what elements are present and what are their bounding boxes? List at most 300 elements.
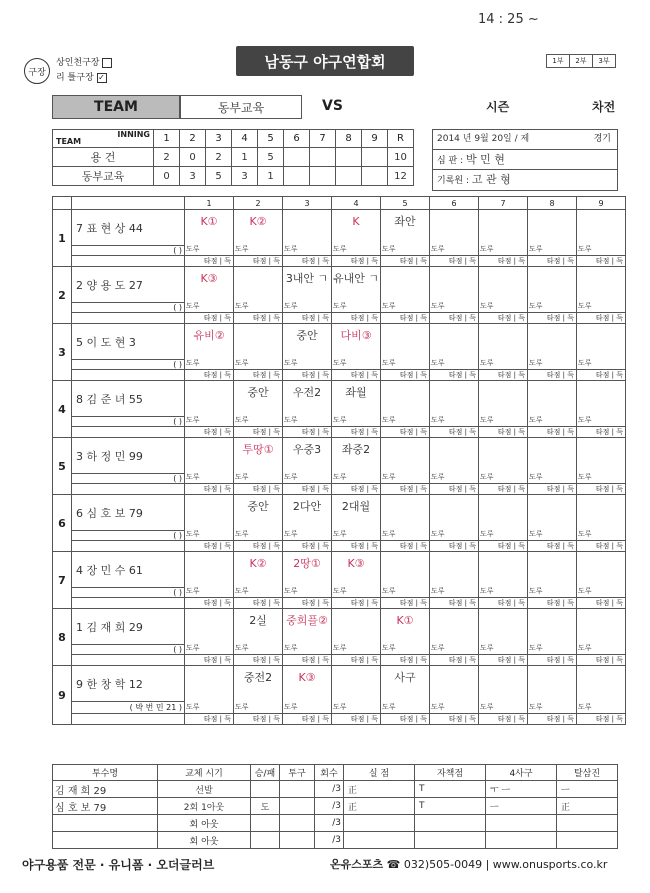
- umpire-name: 박 민 현: [466, 153, 505, 166]
- at-bat-result: [332, 666, 380, 690]
- bb-cell: [486, 832, 557, 849]
- steal-label: 도루: [284, 644, 298, 652]
- at-bat-cell: [479, 552, 528, 598]
- rbi-label: 타점: [399, 542, 414, 550]
- score-cell: [336, 167, 362, 186]
- rbi-run-separator: |: [217, 485, 225, 493]
- at-bat-result: 우전2: [292, 386, 322, 399]
- at-bat-result: [430, 552, 478, 576]
- rbi-run-cell: [577, 598, 626, 609]
- time-note: 14 : 25 ~: [478, 12, 539, 27]
- steal-label: 도루: [431, 703, 445, 711]
- at-bat-result: [577, 210, 625, 234]
- run-label: 득: [371, 428, 378, 436]
- at-bat-result: [430, 666, 478, 690]
- at-bat-cell: [528, 324, 577, 370]
- rbi-run-cell: [234, 370, 283, 381]
- inning-col-header: 1: [154, 130, 180, 148]
- at-bat-result: [528, 210, 576, 234]
- steal-label: 도루: [578, 359, 592, 367]
- at-bat-result: [528, 666, 576, 690]
- steal-label: 도루: [382, 416, 396, 424]
- run-label: 득: [469, 715, 476, 723]
- run-label: 득: [420, 257, 427, 265]
- rbi-run-separator: |: [217, 542, 225, 550]
- substitute-name: ( ): [72, 360, 185, 370]
- change-cell: 회 아웃: [158, 832, 251, 849]
- rbi-run-separator: |: [217, 314, 225, 322]
- rbi-run-cell: [185, 313, 234, 324]
- at-bat-cell: [528, 381, 577, 427]
- steal-label: 도루: [333, 587, 347, 595]
- so-header: 탈삼진: [557, 765, 618, 781]
- at-bat-result: [479, 609, 527, 633]
- innings-cell: /3: [315, 832, 344, 849]
- rbi-label: 타점: [399, 428, 414, 436]
- steal-label: 도루: [235, 644, 249, 652]
- rbi-run-cell: [283, 598, 332, 609]
- at-bat-cell: [528, 438, 577, 484]
- at-bat-result: K②: [249, 557, 267, 570]
- at-bat-cell: [479, 267, 528, 313]
- at-bat-cell: [577, 552, 626, 598]
- steal-label: 도루: [578, 587, 592, 595]
- run-label: 득: [567, 485, 574, 493]
- at-bat-result: [332, 609, 380, 633]
- steal-label: 도루: [186, 359, 200, 367]
- at-bat-cell: [332, 267, 381, 313]
- rbi-run-separator: |: [511, 428, 519, 436]
- inning-col-header: 9: [362, 130, 388, 148]
- steal-label: 도루: [333, 416, 347, 424]
- rbi-run-cell: [185, 655, 234, 666]
- rbi-run-cell: [332, 484, 381, 495]
- at-bat-cell: [528, 609, 577, 655]
- wl-cell: [251, 815, 280, 832]
- substitute-name: ( ): [72, 588, 185, 598]
- run-label: 득: [567, 599, 574, 607]
- rbi-run-separator: |: [266, 656, 274, 664]
- rbi-label: 타점: [350, 428, 365, 436]
- run-label: 득: [616, 257, 623, 265]
- batting-order: 4: [53, 381, 72, 438]
- game-suffix: 경기: [593, 134, 611, 144]
- rbi-label: 타점: [595, 542, 610, 550]
- run-label: 득: [469, 257, 476, 265]
- rbi-label: 타점: [350, 485, 365, 493]
- run-label: 득: [224, 485, 231, 493]
- rbi-label: 타점: [301, 542, 316, 550]
- rbi-run-cell: [234, 427, 283, 438]
- rbi-run-cell: [528, 256, 577, 267]
- steal-label: 도루: [333, 359, 347, 367]
- rbi-run-cell: [528, 484, 577, 495]
- steal-label: 도루: [431, 359, 445, 367]
- runs-header: 실 점: [344, 765, 415, 781]
- score-table-corner: [53, 130, 154, 148]
- rbi-run-separator: |: [609, 542, 617, 550]
- rbi-run-separator: |: [315, 485, 323, 493]
- division-boxes: [546, 54, 616, 68]
- rbi-run-separator: |: [609, 656, 617, 664]
- at-bat-cell: [234, 324, 283, 370]
- score-cell: 1: [232, 148, 258, 167]
- rbi-label: 타점: [595, 599, 610, 607]
- batter-row: [53, 210, 626, 246]
- rbi-run-separator: |: [315, 599, 323, 607]
- at-bat-result: [185, 609, 233, 633]
- inning-col: 5: [381, 197, 430, 210]
- pitching-row: [53, 781, 618, 798]
- at-bat-result: [185, 438, 233, 462]
- rbi-run-cell: [185, 256, 234, 267]
- steal-label: 도루: [186, 245, 200, 253]
- at-bat-result: 사구: [394, 671, 416, 684]
- blank-cell: [72, 655, 185, 666]
- steal-label: 도루: [333, 703, 347, 711]
- rbi-label: 타점: [497, 599, 512, 607]
- at-bat-result: [577, 381, 625, 405]
- at-bat-cell: [283, 495, 332, 541]
- rbi-run-cell: [479, 427, 528, 438]
- er-header: 자책점: [415, 765, 486, 781]
- rbi-label: 타점: [448, 715, 463, 723]
- scorer-row: [433, 170, 617, 190]
- so-cell: [557, 815, 618, 832]
- rbi-label: 타점: [252, 599, 267, 607]
- rbi-label: 타점: [203, 599, 218, 607]
- rbi-run-separator: |: [315, 715, 323, 723]
- run-label: 득: [273, 599, 280, 607]
- rbi-run-separator: |: [609, 371, 617, 379]
- umpire-label: 심 판 :: [437, 156, 464, 166]
- rbi-label: 타점: [595, 656, 610, 664]
- rbi-label: 타점: [252, 715, 267, 723]
- run-label: 득: [322, 428, 329, 436]
- rbi-label: 타점: [301, 371, 316, 379]
- rbi-run-separator: |: [560, 314, 568, 322]
- rbi-run-cell: [332, 714, 381, 725]
- at-bat-cell: [283, 666, 332, 714]
- run-label: 득: [322, 656, 329, 664]
- at-bat-result: [479, 552, 527, 576]
- pitching-row: [53, 798, 618, 815]
- rbi-run-cell: [479, 541, 528, 552]
- at-bat-result: [381, 438, 429, 462]
- rbi-run-cell: [479, 256, 528, 267]
- footer-url: | www.onusports.co.kr: [485, 858, 608, 871]
- rbi-run-cell: [381, 541, 430, 552]
- at-bat-result: K①: [200, 215, 218, 228]
- steal-label: 도루: [382, 644, 396, 652]
- at-bat-result: [430, 495, 478, 519]
- run-label: 득: [567, 542, 574, 550]
- at-bat-cell: [185, 495, 234, 541]
- at-bat-result: [577, 552, 625, 576]
- batting-order: 2: [53, 267, 72, 324]
- at-bat-cell: [479, 210, 528, 256]
- rbi-run-separator: |: [511, 599, 519, 607]
- steal-label: 도루: [480, 587, 494, 595]
- rbi-run-separator: |: [560, 599, 568, 607]
- at-bat-result: [479, 381, 527, 405]
- rbi-run-cell: [381, 427, 430, 438]
- rbi-run-cell: [332, 598, 381, 609]
- rbi-run-cell: [234, 541, 283, 552]
- batting-order: 5: [53, 438, 72, 495]
- run-label: 득: [371, 371, 378, 379]
- rbi-run-separator: |: [462, 715, 470, 723]
- run-label: 득: [518, 542, 525, 550]
- change-cell: 선발: [158, 781, 251, 798]
- run-label: 득: [322, 371, 329, 379]
- round-label: 차전: [592, 100, 616, 114]
- at-bat-cell: [234, 438, 283, 484]
- substitute-name: ( ): [72, 246, 185, 256]
- rbi-run-cell: [528, 655, 577, 666]
- run-label: 득: [616, 428, 623, 436]
- rbi-label: 타점: [252, 314, 267, 322]
- at-bat-result: 중안: [247, 500, 269, 513]
- rbi-label: 타점: [497, 485, 512, 493]
- steal-label: 도루: [235, 530, 249, 538]
- at-bat-cell: [234, 210, 283, 256]
- rbi-label: 타점: [546, 428, 561, 436]
- rbi-run-cell: [283, 484, 332, 495]
- at-bat-cell: [430, 495, 479, 541]
- rbi-run-separator: |: [315, 371, 323, 379]
- at-bat-cell: [332, 495, 381, 541]
- rbi-run-cell: [528, 313, 577, 324]
- innings-cell: /3: [315, 781, 344, 798]
- rbi-label: 타점: [448, 656, 463, 664]
- game-date-row: [433, 130, 617, 150]
- at-bat-result: 좌안: [394, 215, 416, 228]
- steal-label: 도루: [235, 359, 249, 367]
- at-bat-cell: [185, 381, 234, 427]
- rbi-run-cell: [332, 313, 381, 324]
- rbi-run-cell: [381, 370, 430, 381]
- rbi-run-cell: [185, 484, 234, 495]
- batter-row: [53, 666, 626, 702]
- steal-label: 도루: [284, 359, 298, 367]
- rbi-run-cell: [577, 541, 626, 552]
- steal-label: 도루: [480, 302, 494, 310]
- rbi-run-separator: |: [462, 656, 470, 664]
- rbi-label: 타점: [399, 599, 414, 607]
- run-label: 득: [567, 656, 574, 664]
- run-label: 득: [518, 715, 525, 723]
- innings-header: 회수: [315, 765, 344, 781]
- rbi-run-cell: [577, 655, 626, 666]
- rbi-run-separator: |: [462, 371, 470, 379]
- rbi-run-cell: [430, 313, 479, 324]
- blank-cell: [72, 256, 185, 267]
- run-label: 득: [518, 485, 525, 493]
- run-label: 득: [371, 715, 378, 723]
- rbi-run-cell: [528, 598, 577, 609]
- steal-label: 도루: [284, 703, 298, 711]
- pitches-cell: [280, 832, 315, 849]
- at-bat-result: [479, 210, 527, 234]
- at-bat-cell: [479, 438, 528, 484]
- at-bat-cell: [430, 666, 479, 714]
- at-bat-result: 2실: [249, 614, 267, 627]
- at-bat-result: 다비③: [340, 329, 372, 342]
- rbi-run-cell: [430, 541, 479, 552]
- at-bat-cell: [528, 495, 577, 541]
- rbi-run-separator: |: [462, 428, 470, 436]
- rbi-run-cell: [332, 370, 381, 381]
- rbi-label: 타점: [301, 314, 316, 322]
- rbi-label: 타점: [546, 542, 561, 550]
- run-label: 득: [420, 371, 427, 379]
- rbi-run-cell: [381, 655, 430, 666]
- pitcher-name: [53, 815, 158, 832]
- rbi-label: 타점: [497, 371, 512, 379]
- at-bat-cell: [577, 210, 626, 256]
- batter-name: 7 표 현 상 44: [72, 210, 185, 246]
- score-cell: 2: [154, 148, 180, 167]
- rbi-label: 타점: [497, 656, 512, 664]
- at-bat-cell: [332, 609, 381, 655]
- name-col-header: [72, 197, 185, 210]
- rbi-run-cell: [381, 598, 430, 609]
- at-bat-cell: [283, 381, 332, 427]
- er-cell: [415, 815, 486, 832]
- rbi-run-separator: |: [609, 599, 617, 607]
- rbi-run-cell: [528, 370, 577, 381]
- inning-col: 7: [479, 197, 528, 210]
- rbi-run-separator: |: [364, 599, 372, 607]
- steal-label: 도루: [333, 245, 347, 253]
- steal-label: 도루: [382, 302, 396, 310]
- rbi-run-separator: |: [511, 314, 519, 322]
- at-bat-cell: [430, 381, 479, 427]
- steal-label: 도루: [480, 245, 494, 253]
- rbi-label: 타점: [350, 542, 365, 550]
- batting-order: 6: [53, 495, 72, 552]
- rbi-run-row: [53, 256, 626, 267]
- rbi-label: 타점: [399, 485, 414, 493]
- rbi-run-separator: |: [413, 656, 421, 664]
- score-cell: 1: [258, 167, 284, 186]
- score-cell: [336, 148, 362, 167]
- rbi-run-cell: [185, 598, 234, 609]
- at-bat-cell: [283, 210, 332, 256]
- at-bat-result: [577, 267, 625, 291]
- rbi-label: 타점: [546, 656, 561, 664]
- at-bat-cell: [234, 267, 283, 313]
- at-bat-cell: [283, 438, 332, 484]
- substitute-name: ( ): [72, 417, 185, 427]
- run-label: 득: [567, 428, 574, 436]
- at-bat-result: [528, 381, 576, 405]
- at-bat-cell: [381, 552, 430, 598]
- rbi-run-cell: [283, 256, 332, 267]
- rbi-run-separator: |: [609, 485, 617, 493]
- rbi-run-separator: |: [364, 314, 372, 322]
- score-cell: 3: [232, 167, 258, 186]
- rbi-label: 타점: [546, 257, 561, 265]
- inning-col: 9: [577, 197, 626, 210]
- rbi-run-separator: |: [315, 314, 323, 322]
- at-bat-cell: [283, 609, 332, 655]
- steal-label: 도루: [284, 473, 298, 481]
- run-label: 득: [420, 314, 427, 322]
- run-label: 득: [469, 542, 476, 550]
- batter-row: [53, 552, 626, 588]
- steal-label: 도루: [578, 644, 592, 652]
- at-bat-cell: [577, 666, 626, 714]
- rbi-run-cell: [577, 370, 626, 381]
- score-team-name: 동부교육: [53, 167, 154, 186]
- inning-col: 8: [528, 197, 577, 210]
- rbi-label: 타점: [203, 314, 218, 322]
- rbi-run-separator: |: [266, 371, 274, 379]
- division-box: 1부: [546, 54, 570, 68]
- rbi-run-separator: |: [217, 257, 225, 265]
- rbi-run-cell: [479, 484, 528, 495]
- wl-cell: [251, 781, 280, 798]
- at-bat-result: [185, 552, 233, 576]
- pitcher-name: 심 호 보 79: [53, 798, 158, 815]
- run-label: 득: [371, 485, 378, 493]
- at-bat-cell: [430, 267, 479, 313]
- at-bat-cell: [430, 552, 479, 598]
- steal-label: 도루: [284, 530, 298, 538]
- rbi-run-cell: [528, 714, 577, 725]
- team-label: TEAM: [94, 99, 138, 115]
- rbi-run-separator: |: [413, 599, 421, 607]
- rbi-run-separator: |: [217, 428, 225, 436]
- run-label: 득: [420, 428, 427, 436]
- score-cell: 5: [206, 167, 232, 186]
- rbi-run-cell: [381, 256, 430, 267]
- steal-label: 도루: [480, 416, 494, 424]
- at-bat-result: 2땅①: [293, 557, 321, 570]
- steal-label: 도루: [431, 530, 445, 538]
- at-bat-cell: [381, 666, 430, 714]
- rbi-run-separator: |: [364, 542, 372, 550]
- at-bat-cell: [283, 324, 332, 370]
- substitute-name: ( ): [72, 303, 185, 313]
- run-label: 득: [518, 371, 525, 379]
- steal-label: 도루: [382, 530, 396, 538]
- at-bat-cell: [381, 495, 430, 541]
- rbi-run-separator: |: [364, 371, 372, 379]
- at-bat-cell: [234, 666, 283, 714]
- pitching-row: [53, 832, 618, 849]
- blank-cell: [72, 541, 185, 552]
- at-bat-cell: [185, 324, 234, 370]
- at-bat-result: 유내안 ㄱ: [332, 272, 379, 285]
- rbi-run-cell: [528, 427, 577, 438]
- rbi-label: 타점: [203, 542, 218, 550]
- inning-col: 3: [283, 197, 332, 210]
- run-label: 득: [518, 428, 525, 436]
- rbi-label: 타점: [301, 656, 316, 664]
- rbi-run-cell: [185, 541, 234, 552]
- so-cell: [557, 832, 618, 849]
- steal-label: 도루: [284, 245, 298, 253]
- rbi-run-cell: [283, 541, 332, 552]
- footer-left: 야구용품 전문 · 유니폼 · 오더글러브: [22, 858, 215, 872]
- at-bat-result: [185, 495, 233, 519]
- rbi-label: 타점: [350, 715, 365, 723]
- substitute-name: ( ): [72, 531, 185, 541]
- rbi-run-separator: |: [560, 485, 568, 493]
